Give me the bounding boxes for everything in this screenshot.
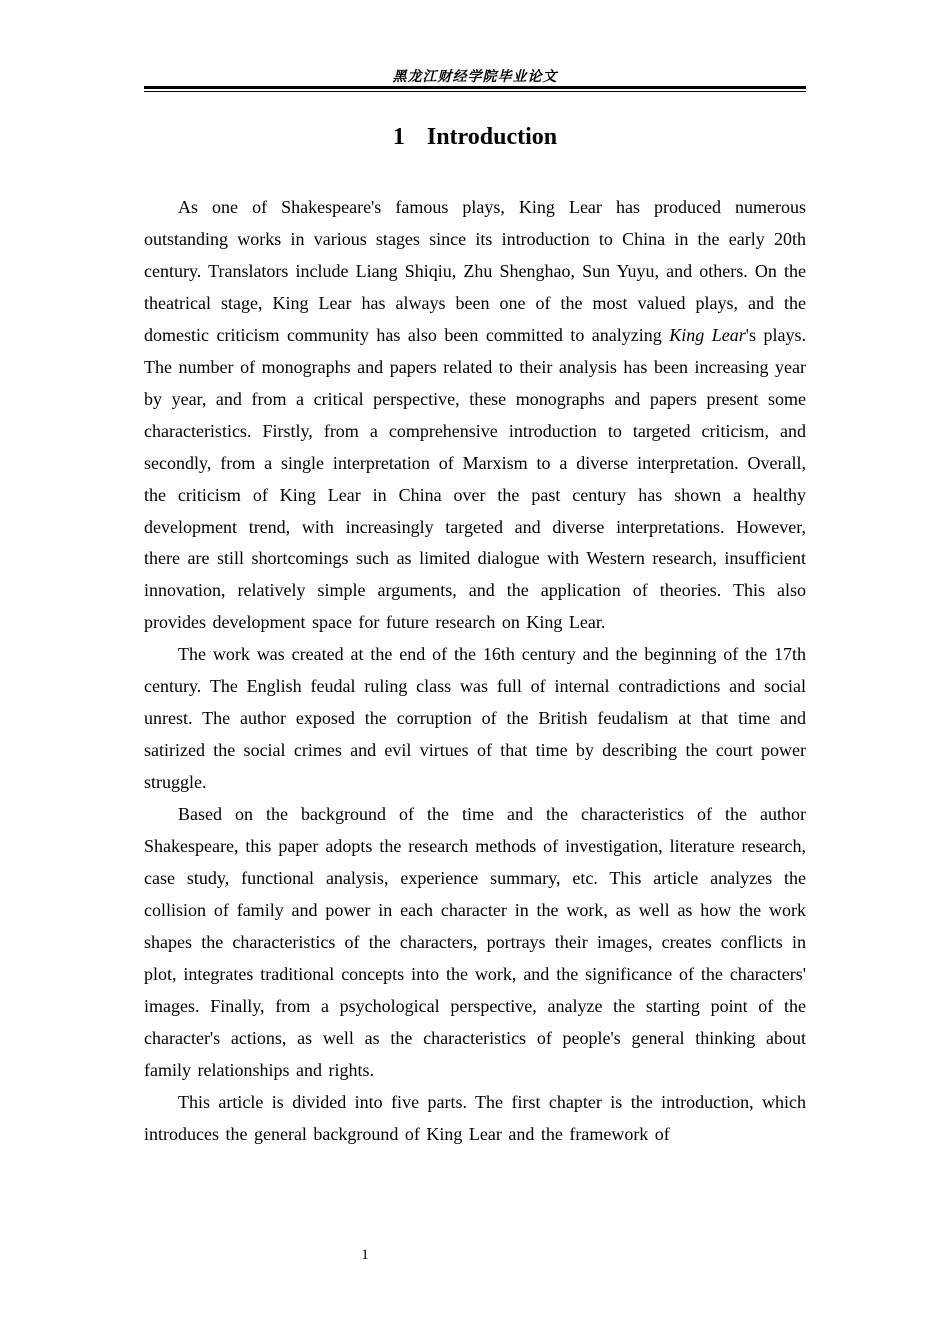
paragraph-1-part-1: As one of Shakespeare's famous plays, King Lear has produced numerous outstanding works in various stages since its introduction to China in the early 20th century. Translators include Liang Shiqiu, Zhu Shenghao, Sun Yuyu, and others. On the theatrical stage, King Lear has always been one of the most valued plays, and the domestic criticism community has also been committed to analyzing — [144, 197, 806, 345]
chapter-number: 1 — [392, 124, 405, 150]
paragraph-1 — [144, 192, 806, 639]
header-rule-thick — [144, 86, 806, 89]
running-header: 黑龙江财经学院毕业论文 — [392, 70, 558, 85]
chapter-heading: Introduction — [426, 124, 558, 150]
paragraph-2: The work was created at the end of the 16th century and the beginning of the 17th century. The English feudal ruling class was full of internal contradictions and social unrest. The author exposed the corruption of the British feudalism at that time and satirized the social crimes and evil virtues of that time by describing the court power struggle. — [144, 644, 806, 793]
page-number: 1 — [361, 1247, 369, 1263]
chapter-title — [144, 124, 806, 151]
header-rule-thin — [144, 91, 806, 92]
body-text — [144, 192, 806, 1151]
paragraph-1-part-2: 's plays. The number of monographs and papers related to their analysis has been increasing year by year, and from a critical perspective, these monographs and papers present some characteristics. Firstly, from a comprehensive introduction to targeted criticism, and secondly, from a single interpretation of Marxism to a diverse interpretation. Overall, the criticism of King Lear in China over the past century has shown a healthy development trend, with increasingly targeted and diverse interpretations. However, there are still shortcomings such as limited dialogue with Western research, insufficient innovation, relatively simple arguments, and the application of theories. This also provides development space for future research on King Lear. — [144, 324, 806, 633]
paragraph-1-italic-title: King Lear — [669, 324, 746, 345]
paragraph-3: Based on the background of the time and the characteristics of the author Shakespeare, this paper adopts the research methods of investigation, literature research, case study, functional analysis, experience summary, etc. This article analyzes the collision of family and power in each character in the work, as well as how the work shapes the characteristics of the characters, portrays their images, creates conflicts in plot, integrates traditional concepts into the work, and the significance of the characters' images. Finally, from a psychological perspective, analyze the starting point of the character's actions, as well as the characteristics of people's general thinking about family relationships and rights. — [144, 804, 806, 1080]
paragraph-4: This article is divided into five parts. The first chapter is the introduction, which introduces the general background of King Lear and the framework of — [144, 1091, 806, 1144]
